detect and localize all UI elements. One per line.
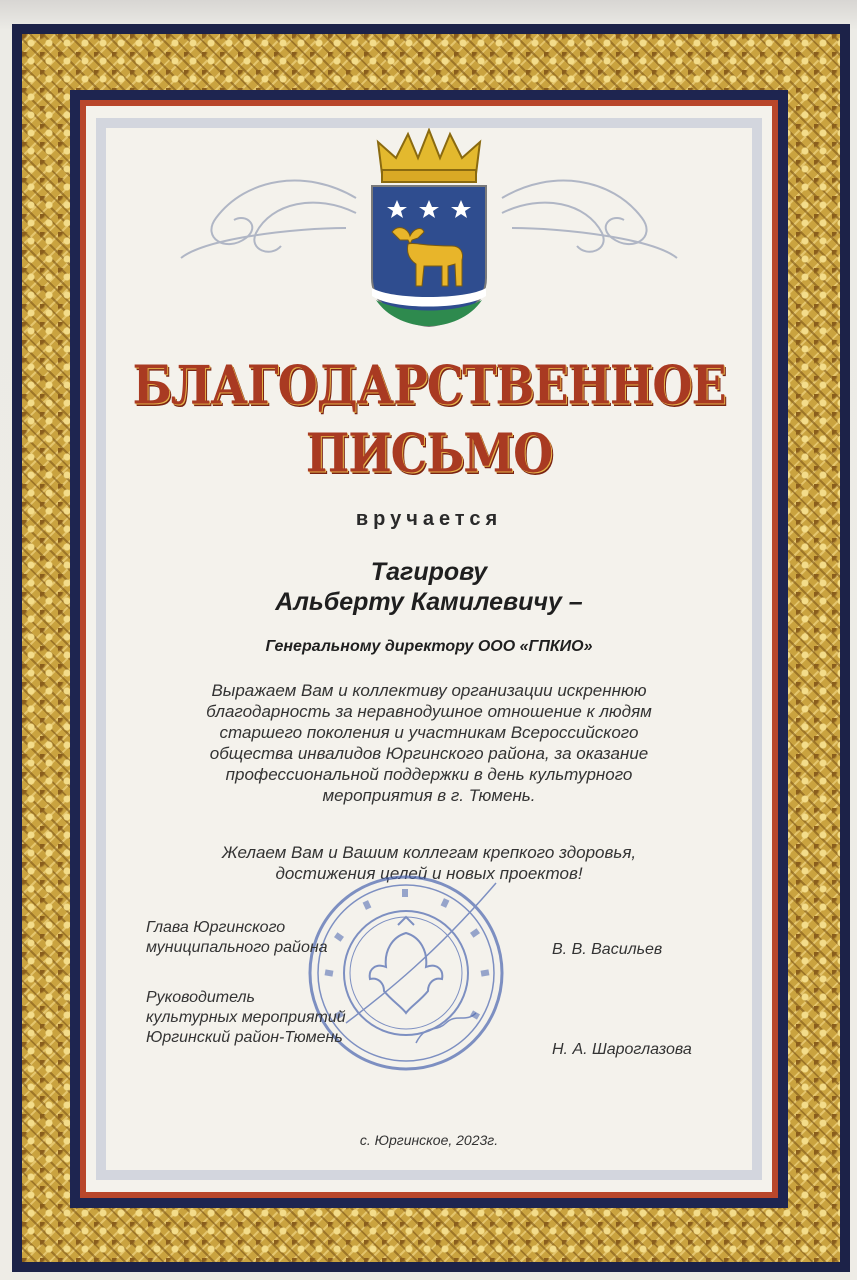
- signatory-title-line: культурных мероприятий: [146, 1009, 346, 1026]
- title-line-2: ПИСЬМО: [305, 422, 553, 485]
- paragraph-line: благодарность за неравнодушное отношение к людям: [206, 702, 652, 721]
- place-and-date: с. Юргинское, 2023г.: [359, 1132, 499, 1148]
- gratitude-paragraph: [156, 680, 702, 806]
- paragraph-line: Желаем Вам и Вашим коллегам крепкого здоровья,: [221, 843, 637, 862]
- head-signatory-name: В. В. Васильев: [552, 941, 663, 958]
- recipient-surname: Тагирову: [370, 558, 488, 586]
- manager-signatory-title: [146, 988, 346, 1048]
- paragraph-line: Выражаем Вам и коллективу организации искреннюю: [211, 681, 647, 700]
- letter-content: [106, 128, 752, 1170]
- paragraph-line: достижения целей и новых проектов!: [275, 864, 583, 883]
- paragraph-line: мероприятия в г. Тюмень.: [322, 786, 536, 805]
- paragraph-line: старшего поколения и участникам Всероссийского: [219, 723, 639, 742]
- signatory-title-line: муниципального района: [146, 939, 328, 956]
- signatory-title-line: Юргинский район-Тюмень: [146, 1029, 343, 1046]
- presented-to-label: вручается: [355, 508, 503, 530]
- head-signatory-title: [146, 918, 328, 958]
- paragraph-line: профессиональной поддержки в день культурного: [225, 765, 633, 784]
- manager-signatory-name: Н. А. Шароглазова: [552, 1041, 692, 1058]
- signatory-title-line: Глава Юргинского: [146, 919, 286, 936]
- signatory-title-line: Руководитель: [146, 989, 255, 1006]
- coat-of-arms-icon: [352, 128, 506, 328]
- recipient-given-names: Альберту Камилевичу –: [275, 588, 583, 616]
- title-line-1: БЛАГОДАРСТВЕННОЕ: [132, 354, 726, 417]
- recipient-position: Генеральному директору ООО «ГПКИО»: [265, 638, 593, 655]
- paragraph-line: общества инвалидов Юргинского района, за оказание: [209, 744, 649, 763]
